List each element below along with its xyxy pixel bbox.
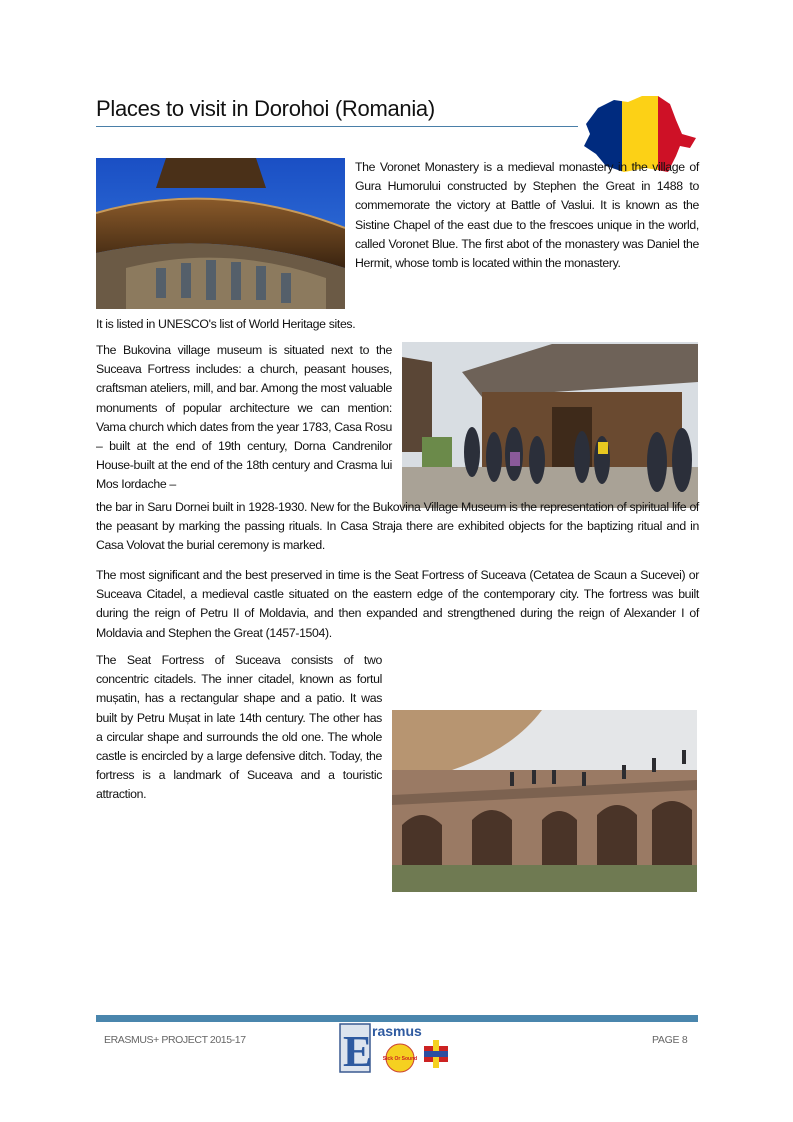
footer-divider [96, 1015, 698, 1022]
title-divider [96, 126, 578, 127]
fortress-paragraph: The most significant and the best preserved in time is the Seat Fortress of Suceava (Cetatea de Scaun a Sucevei) or Suceava Citadel, a medieval castle situated on the eastern edge of the contemporary city. The fortress was built during the reign of Petru II of Moldavia, and then expanded and strengthened during the reign of Alexander I of Moldavia and Stephen the Great (1457-1504). [96, 568, 699, 640]
footer-project-label: ERASMUS+ PROJECT 2015-17 [104, 1034, 246, 1046]
bukovina-village-museum-photo [402, 342, 698, 508]
erasmus-logo-badge: Sick Or Sound [382, 1056, 418, 1062]
citadels-paragraph: The Seat Fortress of Suceava consists of two concentric citadels. The inner citadel, known as fortul mușatin, has a rectangular shape and a patio. It was built by Petru Mușat in late 14th century. The other has a circular shape and surrounds the old one. The whole castle is encircled by a large defensive ditch. Today, the fortress is a landmark of Suceava and a touristic attraction. [96, 653, 382, 802]
voronet-paragraph: The Voronet Monastery is a medieval monastery in the village of Gura Humorului constructed by Stephen the Great in 1488 to commemorate the victory at Battle of Vaslui. It is known as the Sistine Chapel of the east due to the frescoes unique in the world, called Voronet Blue. The first abot of the monastery was Daniel the Hermit, whose tomb is located within the monastery. [355, 160, 699, 271]
page-number: PAGE 8 [652, 1034, 688, 1046]
erasmus-logo [338, 1022, 458, 1074]
page-title: Places to visit in Dorohoi (Romania) [96, 96, 435, 121]
erasmus-logo-word: rasmus [372, 1023, 422, 1039]
bukovina-paragraph-continued: the bar in Saru Dornei built in 1928-1930. New for the Bukovina Village Museum is the representation of spiritual life of the peasant by marking the passing rituals. In Casa Straja there are exhibited objects for the baptizing ritual and in Casa Volovat the burial ceremony is marked. [96, 500, 699, 553]
suceava-fortress-photo [392, 710, 697, 892]
erasmus-logo-letter: E [343, 1027, 373, 1074]
voronet-unesco-line: It is listed in UNESCO's list of World Heritage sites. [96, 317, 356, 331]
voronet-monastery-photo [96, 158, 345, 309]
bukovina-paragraph: The Bukovina village museum is situated next to the Suceava Fortress includes: a church, peasant houses, craftsman ateliers, mill, and bar. Among the most valuable monuments of popular architecture we can mention: Vama church which dates from the year 1783, Casa Rosu – built at the end of 19th century, Dorna Candrenilor House-built at the end of the 18th century and Crasma lui Mos Iordache – [96, 343, 392, 492]
